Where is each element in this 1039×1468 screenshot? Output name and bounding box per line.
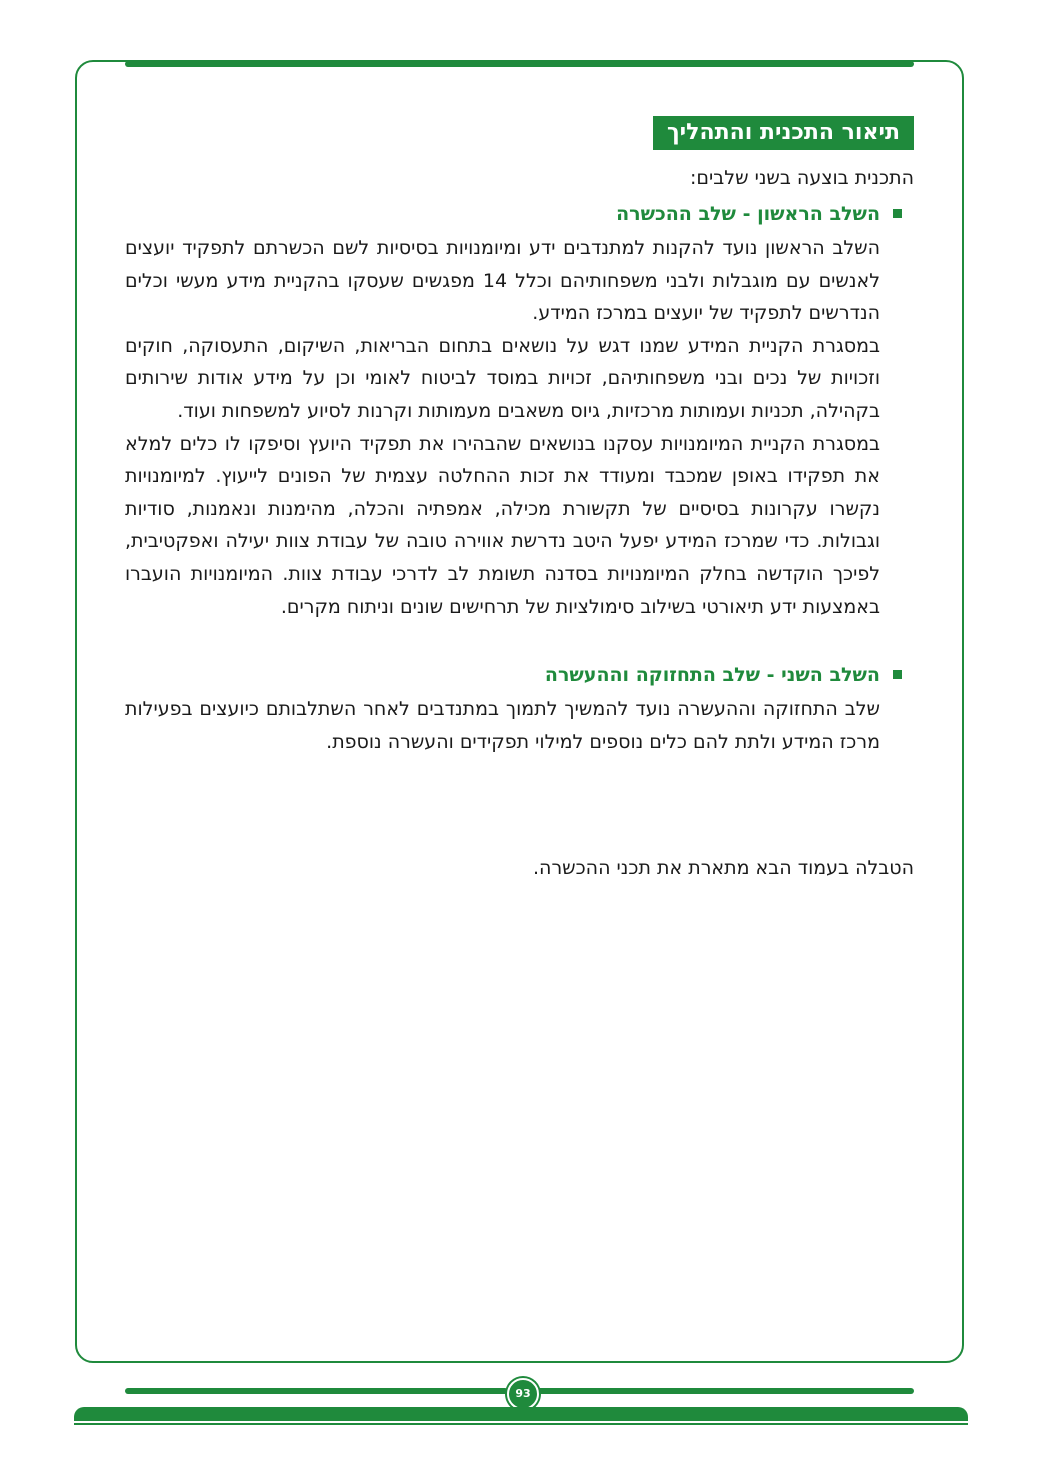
- stage1-paragraph-3: במסגרת הקניית המיומנויות עסקנו בנושאים שהבהירו את תפקיד היועץ וסיפקו לו כלים למלא את תפקידו באופן שמכבד ומעודד את זכות ההחלטה עצמית של הפונים לייעוץ. למיומנויות נקשרו עקרונות בסיסיים של תקשורת מכילה, אמפתיה והכלה, מהימנות ונאמנות, סודיות וגבולות. כדי שמרכז המידע יפעל היטב נדרשת אווירה טובה של עבודת צוות יעילה ואפקטיבית, לפיכך הוקדשה בחלק המיומנויות בסדנה תשומת לב לדרכי עבודת צוות. המיומנויות הועברו באמצעות ידע תיאורטי בשילוב סימולציות של תרחישים שונים וניתוח מקרים.: [125, 432, 880, 618]
- stage2-heading: [125, 659, 880, 691]
- page-number: 93: [507, 1378, 539, 1410]
- stage2-paragraph-1: שלב התחזוקה וההעשרה נועד להמשיך לתמוך במתנדבים לאחר השתלבותם כיועצים בפעילות מרכז המידע ולתת להם כלים נוספים למילוי תפקידים והעשרה נוספת.: [125, 698, 880, 753]
- main-content: [125, 116, 914, 758]
- top-decorative-bar: [125, 61, 914, 67]
- stage1-heading-text: השלב הראשון - שלב ההכשרה: [616, 203, 880, 225]
- stage2-section: [125, 659, 880, 758]
- stage1-paragraph-1: השלב הראשון נועד להקנות למתנדבים ידע ומיומנויות בסיסיות לשם הכשרתם לתפקיד יועצים לאנשים עם מוגבלות ולבני משפחותיהם וכלל 14 מפגשים שעסקו בהקניית מידע מעשי וכלים הנדרשים לתפקיד של יועצים במרכז המידע.: [125, 237, 880, 325]
- square-bullet-icon: [893, 209, 902, 218]
- square-bullet-icon: [893, 670, 902, 679]
- footer-line-right: [536, 1388, 914, 1394]
- stage1-paragraph-2: במסגרת הקניית המידע שמנו דגש על נושאים בתחום הבריאות, השיקום, התעסוקה, חוקים וזכויות של נכים ובני משפחותיהם, זכויות במוסד לביטוח לאומי וכן על מידע אודות שירותים בקהילה, תכניות ועמותות מרכזיות, גיוס משאבים מעמותות וקרנות לסיוע למשפחות ועוד.: [125, 334, 880, 422]
- stage1-section: [125, 198, 880, 623]
- footer-thin-line: [74, 1423, 968, 1425]
- footer-band: [74, 1407, 968, 1421]
- closing-note: הטבלה בעמוד הבא מתארת את תכני ההכשרה.: [533, 857, 914, 879]
- intro-text: התכנית בוצעה בשני שלבים:: [690, 167, 914, 189]
- page-title: תיאור התכנית והתהליך: [653, 116, 914, 150]
- stage1-heading: [125, 198, 880, 230]
- footer-line-left: [125, 1388, 508, 1394]
- stage2-heading-text: השלב השני - שלב התחזוקה וההעשרה: [544, 664, 880, 687]
